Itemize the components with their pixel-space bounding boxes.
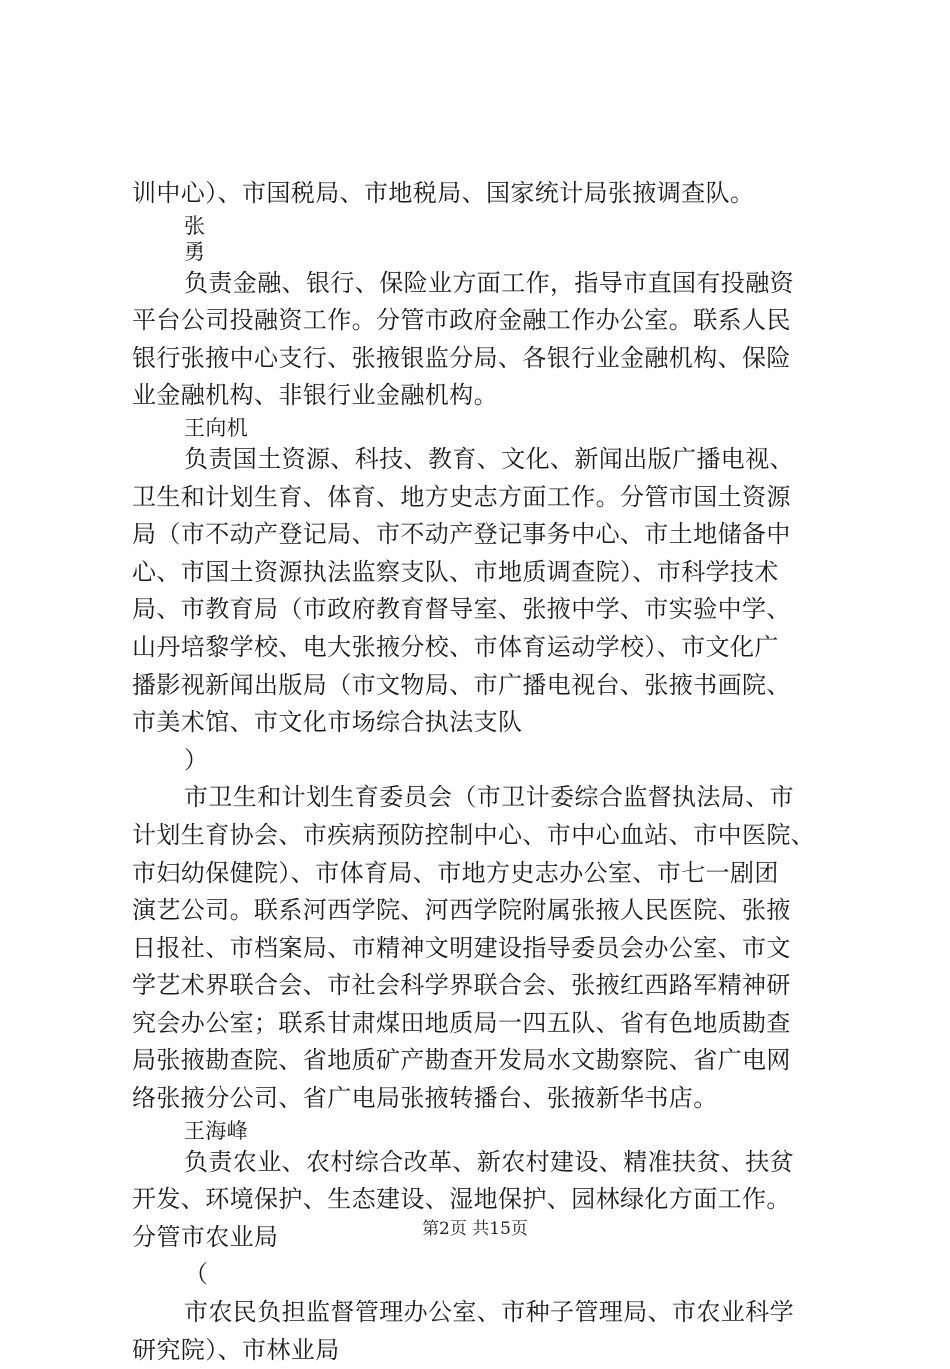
text-line: 究会办公室；联系甘肃煤田地质局一四五队、省有色地质勘查 (132, 1008, 791, 1037)
text-line: 山丹培黎学校、电大张掖分校、市体育运动学校）、市文化广 (132, 632, 779, 661)
text-line: 银行张掖中心支行、张掖银监分局、各银行业金融机构、保险 (132, 343, 791, 372)
text-line: 日报社、市档案局、市精神文明建设指导委员会办公室、市文 (132, 933, 791, 962)
text-line: 学艺术界联合会、市社会科学界联合会、张掖红西路军精神研 (132, 971, 791, 1000)
person-name: 张 (184, 213, 206, 238)
text-line: 计划生育协会、市疾病预防控制中心、市中心血站、市中医院、 (132, 820, 816, 849)
text-line: 市妇幼保健院）、市体育局、市地方史志办公室、市七一剧团 (132, 858, 779, 887)
text-line: ） (184, 745, 209, 774)
text-line: 卫生和计划生育、体育、地方史志方面工作。分管市国土资源 (132, 482, 791, 511)
text-line: 负责金融、银行、保险业方面工作，指导市直国有投融资 (184, 268, 794, 297)
text-line: 演艺公司。联系河西学院、河西学院附属张掖人民医院、张掖 (132, 896, 791, 925)
text-line: 分管市农业局 (132, 1222, 279, 1251)
person-name: 勇 (184, 239, 206, 264)
text-line: 心、市国土资源执法监察支队、市地质调查院）、市科学技术 (132, 557, 779, 586)
text-line: 局张掖勘查院、省地质矿产勘查开发局水文勘察院、省广电网 (132, 1046, 791, 1075)
person-name: 王海峰 (184, 1118, 249, 1143)
person-name: 王向机 (184, 415, 249, 440)
text-line: 局、市教育局（市政府教育督导室、张掖中学、市实验中学、 (132, 595, 791, 624)
text-line: 局（市不动产登记局、市不动产登记事务中心、市土地储备中 (132, 520, 791, 549)
text-line: 训中心）、市国税局、市地税局、国家统计局张掖调查队。 (132, 179, 755, 207)
text-line: 播影视新闻出版局（市文物局、市广播电视台、张掖书画院、 (132, 670, 791, 699)
text-line: 负责国土资源、科技、教育、文化、新闻出版广播电视、 (184, 444, 794, 473)
text-line: 业金融机构、非银行业金融机构。 (132, 381, 498, 410)
page-footer: 第2页 共15页 (422, 1219, 528, 1239)
text-line: 络张掖分公司、省广电局张掖转播台、张掖新华书店。 (132, 1084, 718, 1113)
text-line: 市农民负担监督管理办公室、市种子管理局、市农业科学 (184, 1298, 794, 1327)
text-line: 负责农业、农村综合改革、新农村建设、精准扶贫、扶贫 (184, 1147, 794, 1176)
text-line: 市卫生和计划生育委员会（市卫计委综合监督执法局、市 (184, 783, 794, 812)
document-body (132, 175, 832, 1369)
text-line: 研究院）、市林业局 (132, 1335, 340, 1364)
text-line: （ (184, 1260, 209, 1289)
text-line: 市美术馆、市文化市场综合执法支队 (132, 708, 523, 737)
text-line: 开发、环境保护、生态建设、湿地保护、园林绿化方面工作。 (132, 1185, 791, 1214)
text-line: 平台公司投融资工作。分管市政府金融工作办公室。联系人民 (132, 306, 791, 335)
